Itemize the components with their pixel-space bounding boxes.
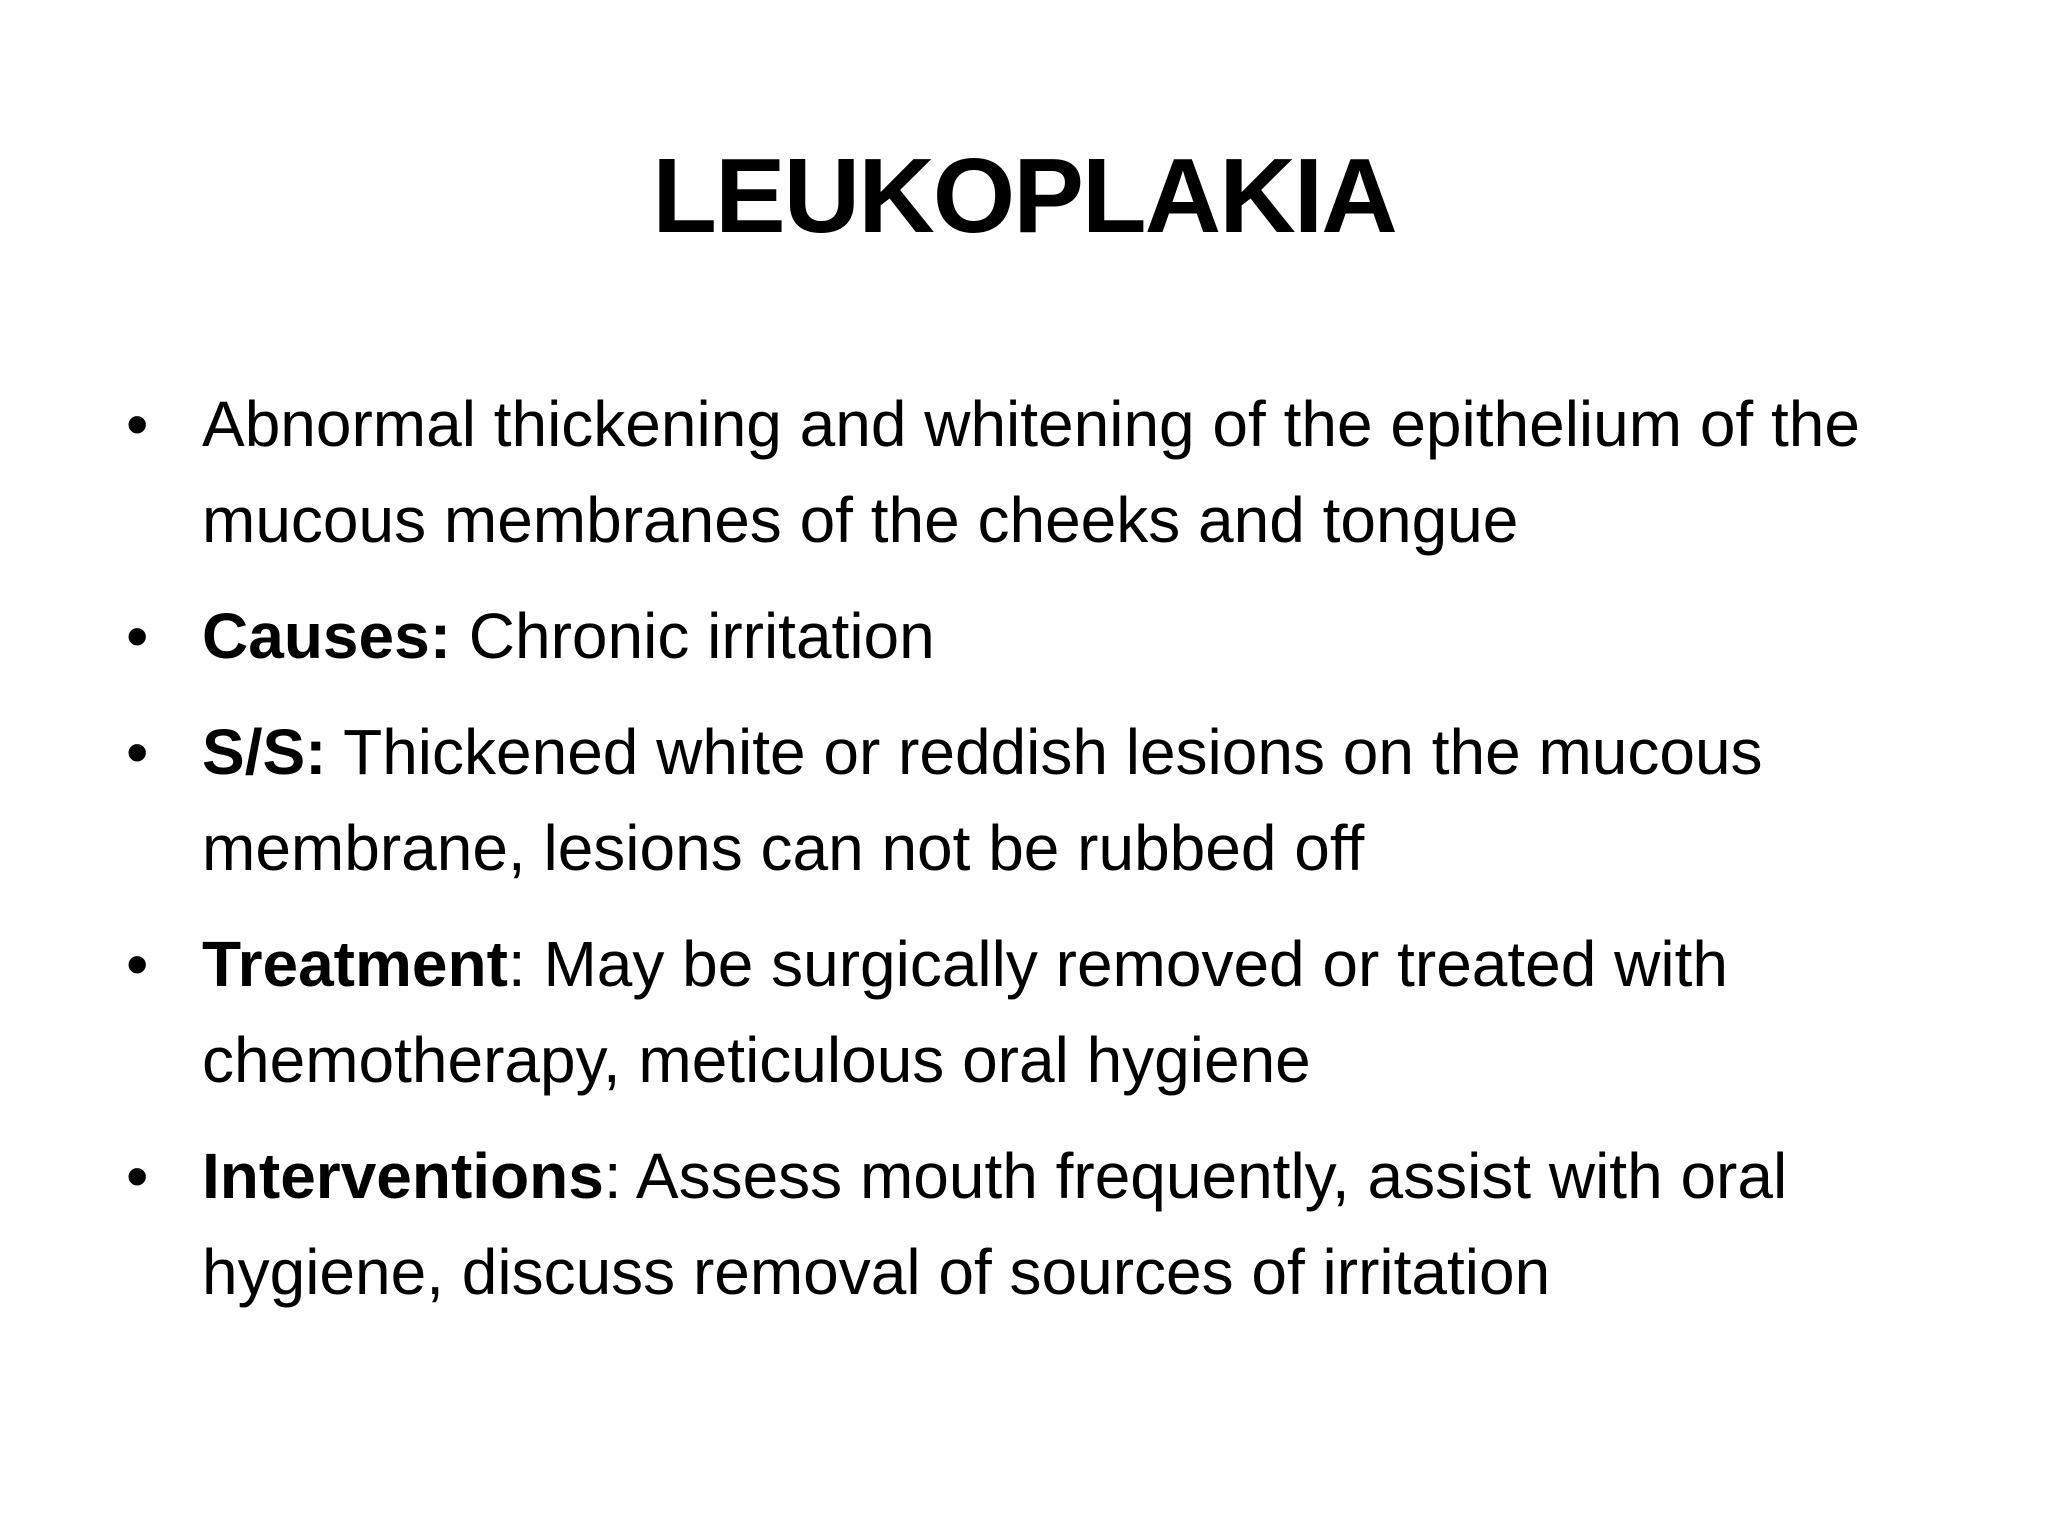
bullet-text: Chronic irritation: [451, 600, 935, 672]
bullet-dot-icon: •: [126, 1140, 149, 1212]
bullet-text: Abnormal thickening and whitening of the epithelium of the mucous membranes of the cheeks and tongue: [202, 388, 1860, 556]
bullet-list: [120, 376, 1940, 1340]
bullet-item-interventions: [120, 1128, 1940, 1320]
bullet-heading: Treatment: [202, 928, 508, 1000]
bullet-separator: :: [507, 928, 526, 1000]
bullet-dot-icon: •: [126, 388, 149, 460]
bullet-dot-icon: •: [126, 716, 149, 788]
bullet-item-signs-symptoms: [120, 704, 1940, 896]
bullet-item-definition: [120, 376, 1940, 568]
bullet-item-causes: [120, 588, 1940, 684]
bullet-separator: :: [603, 1140, 622, 1212]
bullet-heading: Interventions: [202, 1140, 604, 1212]
bullet-heading: S/S:: [202, 716, 327, 788]
slide-title: LEUKOPLAKIA: [652, 137, 1396, 255]
bullet-heading: Causes:: [202, 600, 451, 672]
bullet-text: Assess mouth frequently, assist with oral hygiene, discuss removal of sources of irritation: [202, 1140, 1788, 1308]
bullet-text: Thickened white or reddish lesions on the mucous membrane, lesions can not be rubbed off: [202, 716, 1763, 884]
bullet-item-treatment: [120, 916, 1940, 1108]
bullet-dot-icon: •: [126, 600, 149, 672]
bullet-dot-icon: •: [126, 928, 149, 1000]
bullet-text: May be surgically removed or treated with chemotherapy, meticulous oral hygiene: [202, 928, 1728, 1096]
